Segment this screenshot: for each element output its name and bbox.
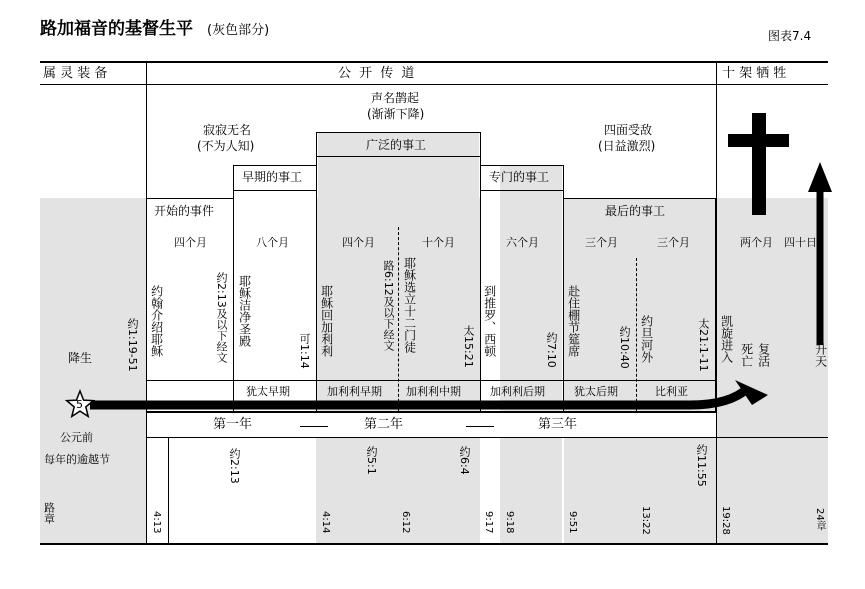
region-middle-galilee: 加利利中期 [406,385,461,398]
luke-ch-4-13: 4:13 [151,511,162,534]
ref-john-2: 约2:13及以下经文 [215,272,228,363]
fame-label: 声名鹊起 [371,91,420,105]
duration-opening: 四个月 [174,236,207,249]
year-three: 第三年 [538,417,578,432]
broad-ministry-title: 广泛的事工 [366,138,427,152]
luke-chapter-label: 路章 [42,502,56,524]
obscure-label: 寂寂无名 [203,123,252,137]
ref-john-10: 约10:40 [618,326,631,369]
ref-matt-21: 太21:1-11 [697,318,710,372]
event-beyond-jordan: 约旦河外 [639,315,654,363]
divider-preparation [146,61,147,543]
passover-label: 每年的逾越节 [44,453,110,466]
event-return-galilee: 耶稣回加利利 [319,285,334,357]
event-triumphal-entry: 凯旋进入 [719,315,734,363]
ref-john-7: 约7:10 [545,332,558,368]
luke-ch-6-12: 6:12 [400,511,411,534]
ref-matt-15: 太15:21 [462,325,475,368]
timeline-arrow-shaft [90,385,748,405]
header-sacrifice: 十 架 牺 牲 [722,66,787,81]
chart-subtitle: (灰色部分) [207,23,270,38]
ref-passover-john-5: 约5:1 [365,446,378,475]
duration-special: 六个月 [506,236,539,249]
opposition-sub-label: (日益激烈) [598,139,656,153]
event-cleansing: 耶稣洁净圣殿 [237,275,252,347]
region-late-galilee: 加利利后期 [490,385,545,398]
event-death: 死亡 [739,343,754,367]
duration-broad-2: 十个月 [422,236,455,249]
ref-passover-john-11: 约11:55 [695,444,708,487]
duration-early: 八个月 [256,236,289,249]
region-perea: 比利亚 [655,385,688,398]
region-early-judea: 犹太早期 [246,385,290,398]
event-birth: 降生 [68,351,93,365]
divider-sacrifice [716,61,717,543]
early-ministry-title: 早期的事工 [242,170,303,184]
passover-bc-label: 公元前 [60,431,93,444]
luke-ch-9-18: 9:18 [504,511,515,534]
header-public-ministry: 公 开 传 道 [338,66,417,81]
obscure-sub-label: (不为人知) [197,139,255,153]
luke-ch-9-17: 9:17 [483,511,494,534]
event-choose-twelve: 耶稣选立十二门徒 [402,257,417,353]
duration-forty-days: 四十日 [784,236,817,249]
duration-broad-1: 四个月 [342,236,375,249]
header-preparation: 属 灵 装 备 [43,66,108,81]
luke-ch-19-28: 19:28 [720,506,731,535]
passover-badge: 5 [76,398,83,411]
region-late-judea: 犹太后期 [574,385,618,398]
ref-luke-6: 路6:12及以下经文 [382,260,395,351]
event-john-intro: 约翰介绍耶稣 [149,285,164,357]
year-two: 第二年 [364,417,404,432]
special-ministry-title: 专门的事工 [489,170,550,184]
duration-passion: 两个月 [740,236,773,249]
fame-sub-label: (渐渐下降) [367,107,425,121]
luke-ch-24: 24章 [814,508,825,531]
region-early-galilee: 加利利早期 [327,385,382,398]
luke-ch-13-22: 13:22 [640,506,651,535]
bottom-rule [40,543,828,545]
year-one: 第一年 [213,417,253,432]
ref-mark-1: 可1:14 [298,333,311,369]
event-ascension: 升天 [813,343,828,367]
figure-label: 图表7.4 [768,29,812,43]
opposition-label: 四面受敌 [604,123,653,137]
opening-events-title: 开始的事件 [154,204,215,218]
ref-passover-john-2: 约2:13 [228,448,241,484]
duration-final-1: 三个月 [585,236,618,249]
final-ministry-title: 最后的事工 [605,204,666,218]
luke-ch-4-14: 4:14 [320,511,331,534]
event-tyre-sidon: 到推罗、西顿 [482,285,497,357]
ascension-arrow-head [808,162,832,192]
chart-title: 路加福音的基督生平 [40,19,193,39]
ref-john-1: 约1:19-51 [126,318,139,372]
divider-lower-1 [168,437,169,543]
event-resurrection: 复活 [756,343,771,367]
event-tabernacles: 赴住棚节筵席 [566,285,581,357]
duration-final-2: 三个月 [657,236,690,249]
luke-ch-9-51: 9:51 [567,511,578,534]
ref-passover-john-6: 约6:4 [458,446,471,475]
